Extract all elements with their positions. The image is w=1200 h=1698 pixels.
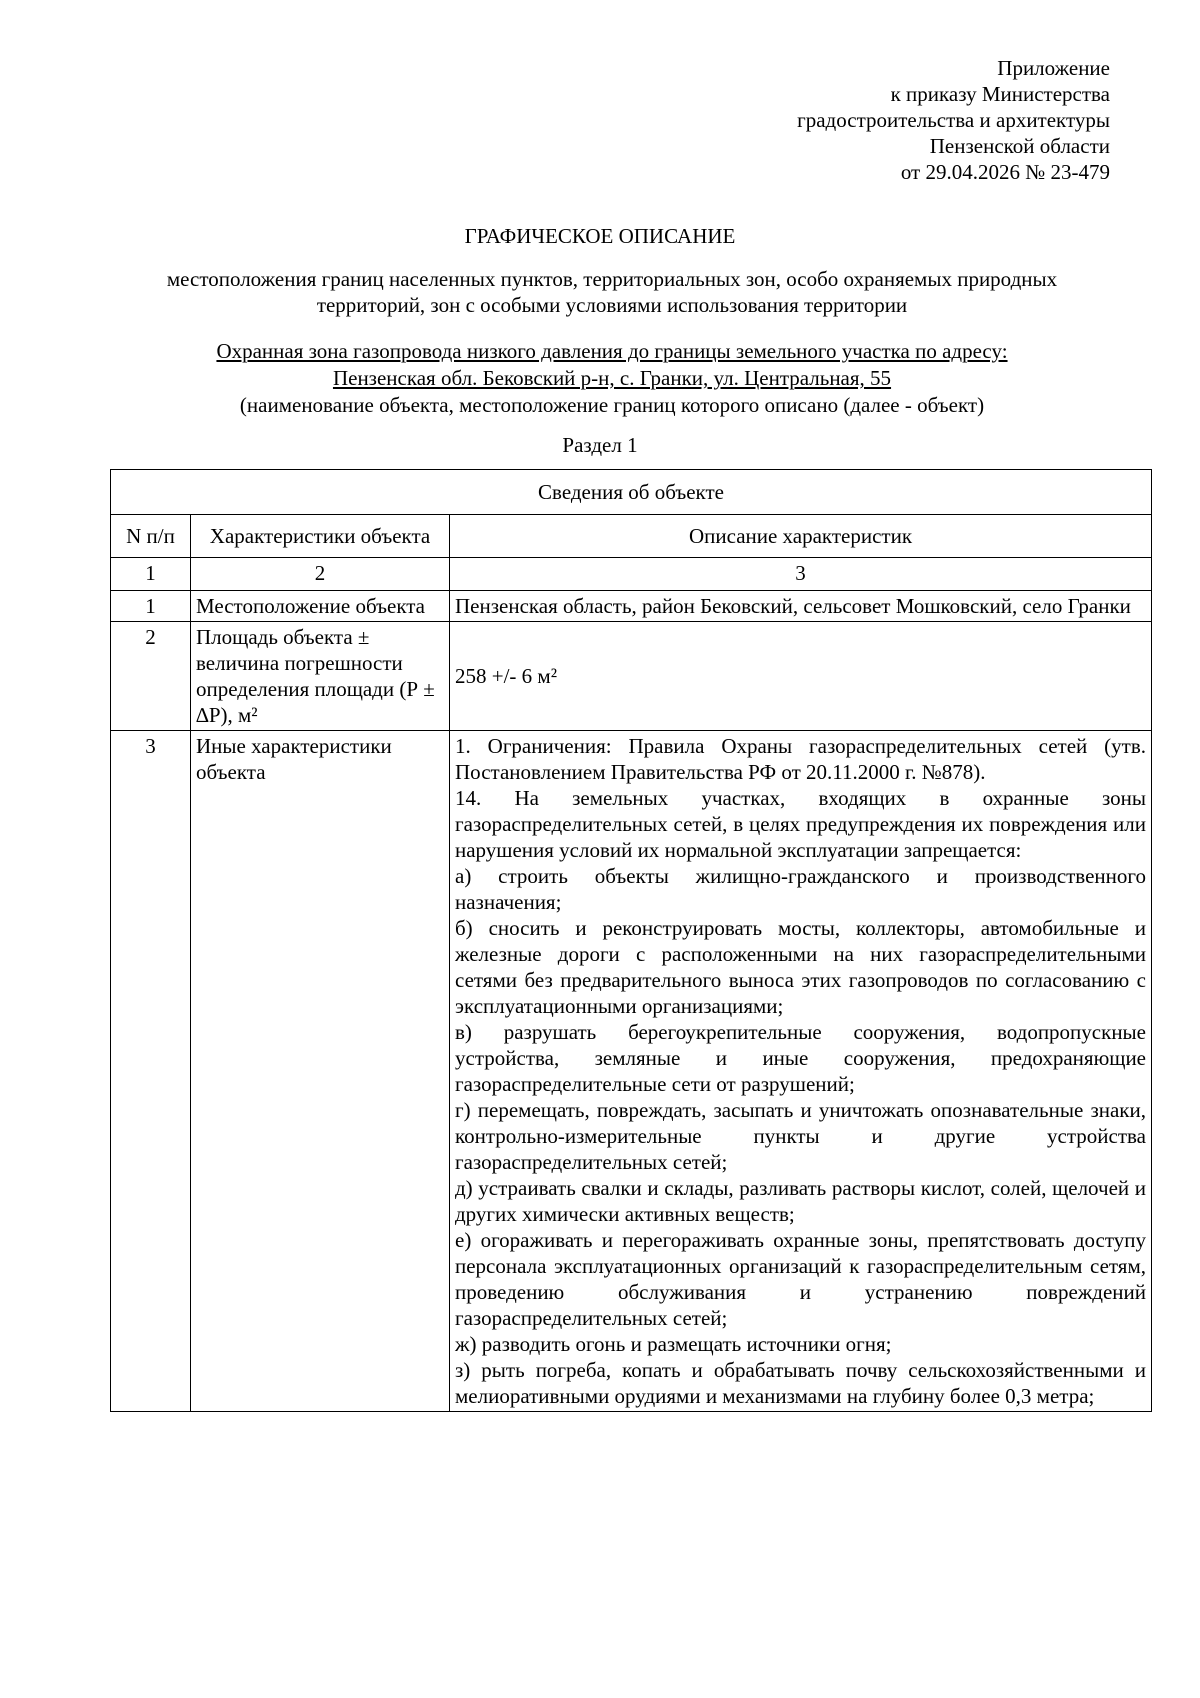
object-name-line: Охранная зона газопровода низкого давления до границы земельного участка по адресу: <box>216 339 1008 363</box>
row-num: 3 <box>111 731 191 1412</box>
appendix-line: к приказу Министерства <box>890 82 1110 106</box>
row-value: Пензенская область, район Бековский, сельсовет Мошковский, село Гранки <box>450 591 1152 622</box>
restriction-paragraph: е) огораживать и перегораживать охранные зоны, препятствовать доступу персонала эксплуатационных организаций к газораспределительным сетям, проведению обслуживания и устранению повреждений газораспределительных сетей; <box>455 1228 1146 1330</box>
header-description: Описание характеристик <box>450 515 1152 558</box>
header-characteristic: Характеристики объекта <box>191 515 450 558</box>
row-num: 1 <box>111 591 191 622</box>
appendix-line: Приложение <box>997 56 1110 80</box>
restriction-paragraph: з) рыть погреба, копать и обрабатывать почву сельскохозяйственными и мелиоративными орудиями и механизмами на глубину более 0,3 метра; <box>455 1358 1146 1408</box>
col-number: 2 <box>191 558 450 591</box>
restriction-paragraph: д) устраивать свалки и склады, разливать растворы кислот, солей, щелочей и других химически активных веществ; <box>455 1176 1146 1226</box>
table-row <box>111 622 1152 731</box>
column-number-row <box>111 558 1152 591</box>
object-info-table <box>110 469 1152 1412</box>
object-address-line: Пензенская обл. Бековский р-н, с. Гранки, ул. Центральная, 55 <box>332 366 892 390</box>
appendix-line: градостроительства и архитектуры <box>797 108 1110 132</box>
appendix-header <box>797 55 1110 185</box>
row-num: 2 <box>111 622 191 731</box>
header-num: N п/п <box>111 515 191 558</box>
restriction-paragraph: г) перемещать, повреждать, засыпать и уничтожать опознавательные знаки, контрольно-измерительные пункты и другие устройства газораспределительных сетей; <box>455 1098 1146 1174</box>
table-row <box>111 591 1152 622</box>
restriction-paragraph: 14. На земельных участках, входящих в охранные зоны газораспределительных сетей, в целях предупреждения их повреждения или нарушения условий их нормальной эксплуатации запрещается: <box>455 786 1146 862</box>
restriction-paragraph: в) разрушать берегоукрепительные сооружения, водопропускные устройства, земляные и иные сооружения, предохраняющие газораспределительные сети от разрушений; <box>455 1020 1146 1096</box>
row-value: 258 +/- 6 м² <box>450 622 1152 731</box>
restriction-paragraph: 1. Ограничения: Правила Охраны газораспределительных сетей (утв. Постановлением Правительства РФ от 20.11.2000 г. №878). <box>455 734 1146 784</box>
object-name-block <box>112 338 1112 419</box>
section-title: Раздел 1 <box>562 433 638 457</box>
table-row <box>111 731 1152 1412</box>
table-caption: Сведения об объекте <box>111 470 1152 515</box>
appendix-line: Пензенской области <box>929 134 1110 158</box>
row-name: Местоположение объекта <box>191 591 450 622</box>
restriction-paragraph: ж) разводить огонь и размещать источники огня; <box>455 1332 892 1356</box>
row-value-restrictions <box>450 731 1152 1412</box>
col-number: 3 <box>450 558 1152 591</box>
row-name: Иные характеристики объекта <box>191 731 450 1412</box>
restriction-paragraph: б) сносить и реконструировать мосты, коллекторы, автомобильные и железные дороги с расположенными на них газораспределительными сетями без предварительного выноса этих газопроводов по согласованию с эксплуатационными организациями; <box>455 916 1146 1018</box>
appendix-order-date: от 29.04.2026 № 23-479 <box>900 160 1110 184</box>
col-number: 1 <box>111 558 191 591</box>
row-name: Площадь объекта ± величина погрешности определения площади (Р ± ∆Р), м² <box>191 622 450 731</box>
document-subtitle: местоположения границ населенных пунктов, территориальных зон, особо охраняемых природных территорий, зон с особыми условиями использования территории <box>166 267 1058 317</box>
restriction-paragraph: а) строить объекты жилищно-гражданского и производственного назначения; <box>455 864 1146 914</box>
document-title: ГРАФИЧЕСКОЕ ОПИСАНИЕ <box>464 224 736 248</box>
object-name-caption: (наименование объекта, местоположение границ которого описано (далее - объект) <box>239 393 985 417</box>
